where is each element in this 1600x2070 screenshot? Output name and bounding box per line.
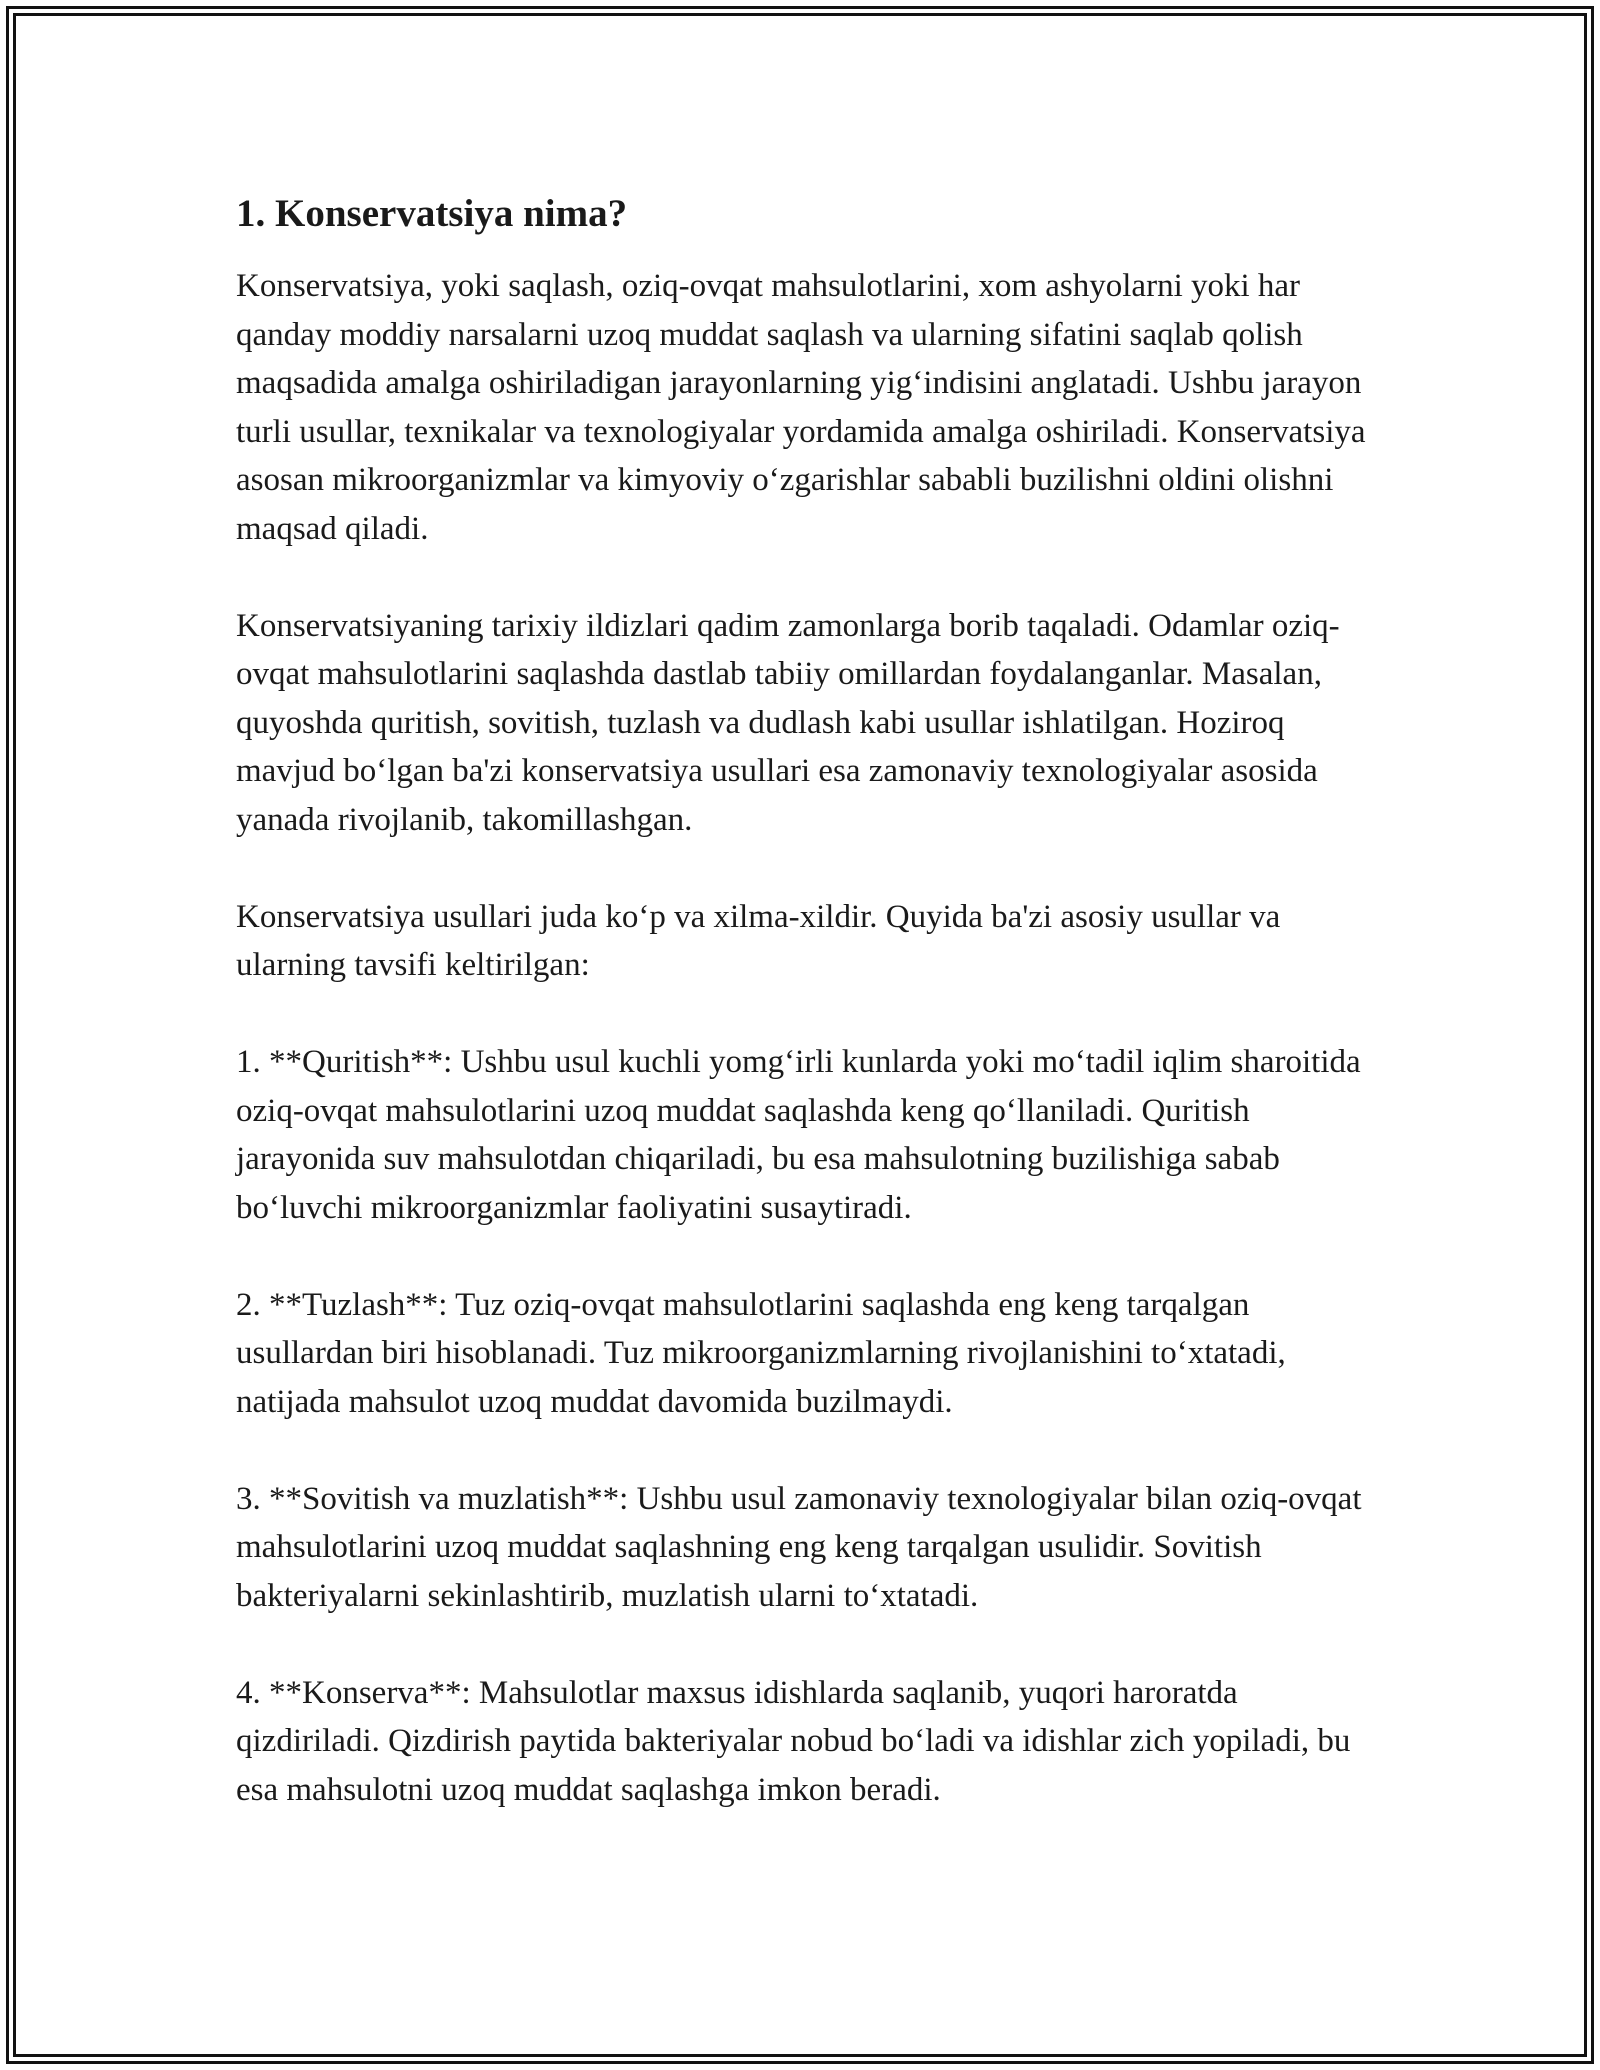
section-heading: 1. Konservatsiya nima?: [236, 192, 628, 235]
list-item-drying: 1. **Quritish**: Ushbu usul kuchli yomg‘irli kunlarda yoki mo‘tadil iqlim sharoitida oziq-ovqat mahsulotlarini uzoq muddat saqlashda keng qo‘llaniladi. Quritish jarayonida suv mahsulotdan chiqariladi, bu esa mahsulotning buzilishiga sabab bo‘luvchi mikroorganizmlar faoliyatini susaytiradi.: [236, 1044, 1361, 1226]
list-item-salting: 2. **Tuzlash**: Tuz oziq-ovqat mahsulotlarini saqlashda eng keng tarqalgan usullardan biri hisoblanadi. Tuz mikroorganizmlarning rivojlanishini to‘xtatadi, natijada mahsulot uzoq muddat davomida buzilmaydi.: [236, 1286, 1286, 1420]
paragraph-history: Konservatsiyaning tarixiy ildizlari qadim zamonlarga borib taqaladi. Odamlar oziq-ovqat mahsulotlarini saqlashda dastlab tabiiy omillardan foydalanganlar. Masalan, quyoshda quritish, sovitish, tuzlash va dudlash kabi usullar ishlatilgan. Hoziroq mavjud bo‘lgan ba'zi konservatsiya usullari esa zamonaviy texnologiyalar asosida yanada rivojlanib, takomillashgan.: [236, 607, 1340, 838]
paragraph-methods-intro: Konservatsiya usullari juda ko‘p va xilma-xildir. Quyida ba'zi asosiy usullar va ularning tavsifi keltirilgan:: [236, 898, 1281, 983]
document-body: [236, 188, 1376, 1863]
list-item-cooling-freezing: 3. **Sovitish va muzlatish**: Ushbu usul zamonaviy texnologiyalar bilan oziq-ovqat mahsulotlarini uzoq muddat saqlashning eng keng tarqalgan usulidir. Sovitish bakteriyalarni sekinlashtirib, muzlatish ularni to‘xtatadi.: [236, 1480, 1362, 1614]
paragraph-definition: Konservatsiya, yoki saqlash, oziq-ovqat mahsulotlarini, xom ashyolarni yoki har qanday moddiy narsalarni uzoq muddat saqlash va ularning sifatini saqlab qolish maqsadida amalga oshiriladigan jarayonlarning yig‘indisini anglatadi. Ushbu jarayon turli usullar, texnikalar va texnologiyalar yordamida amalga oshiriladi. Konservatsiya asosan mikroorganizmlar va kimyoviy o‘zgarishlar sababli buzilishni oldini olishni maqsad qiladi.: [236, 268, 1366, 547]
list-item-canning: 4. **Konserva**: Mahsulotlar maxsus idishlarda saqlanib, yuqori haroratda qizdiriladi. Qizdirish paytida bakteriyalar nobud bo‘ladi va idishlar zich yopiladi, bu esa mahsulotni uzoq muddat saqlashga imkon beradi.: [236, 1674, 1351, 1808]
